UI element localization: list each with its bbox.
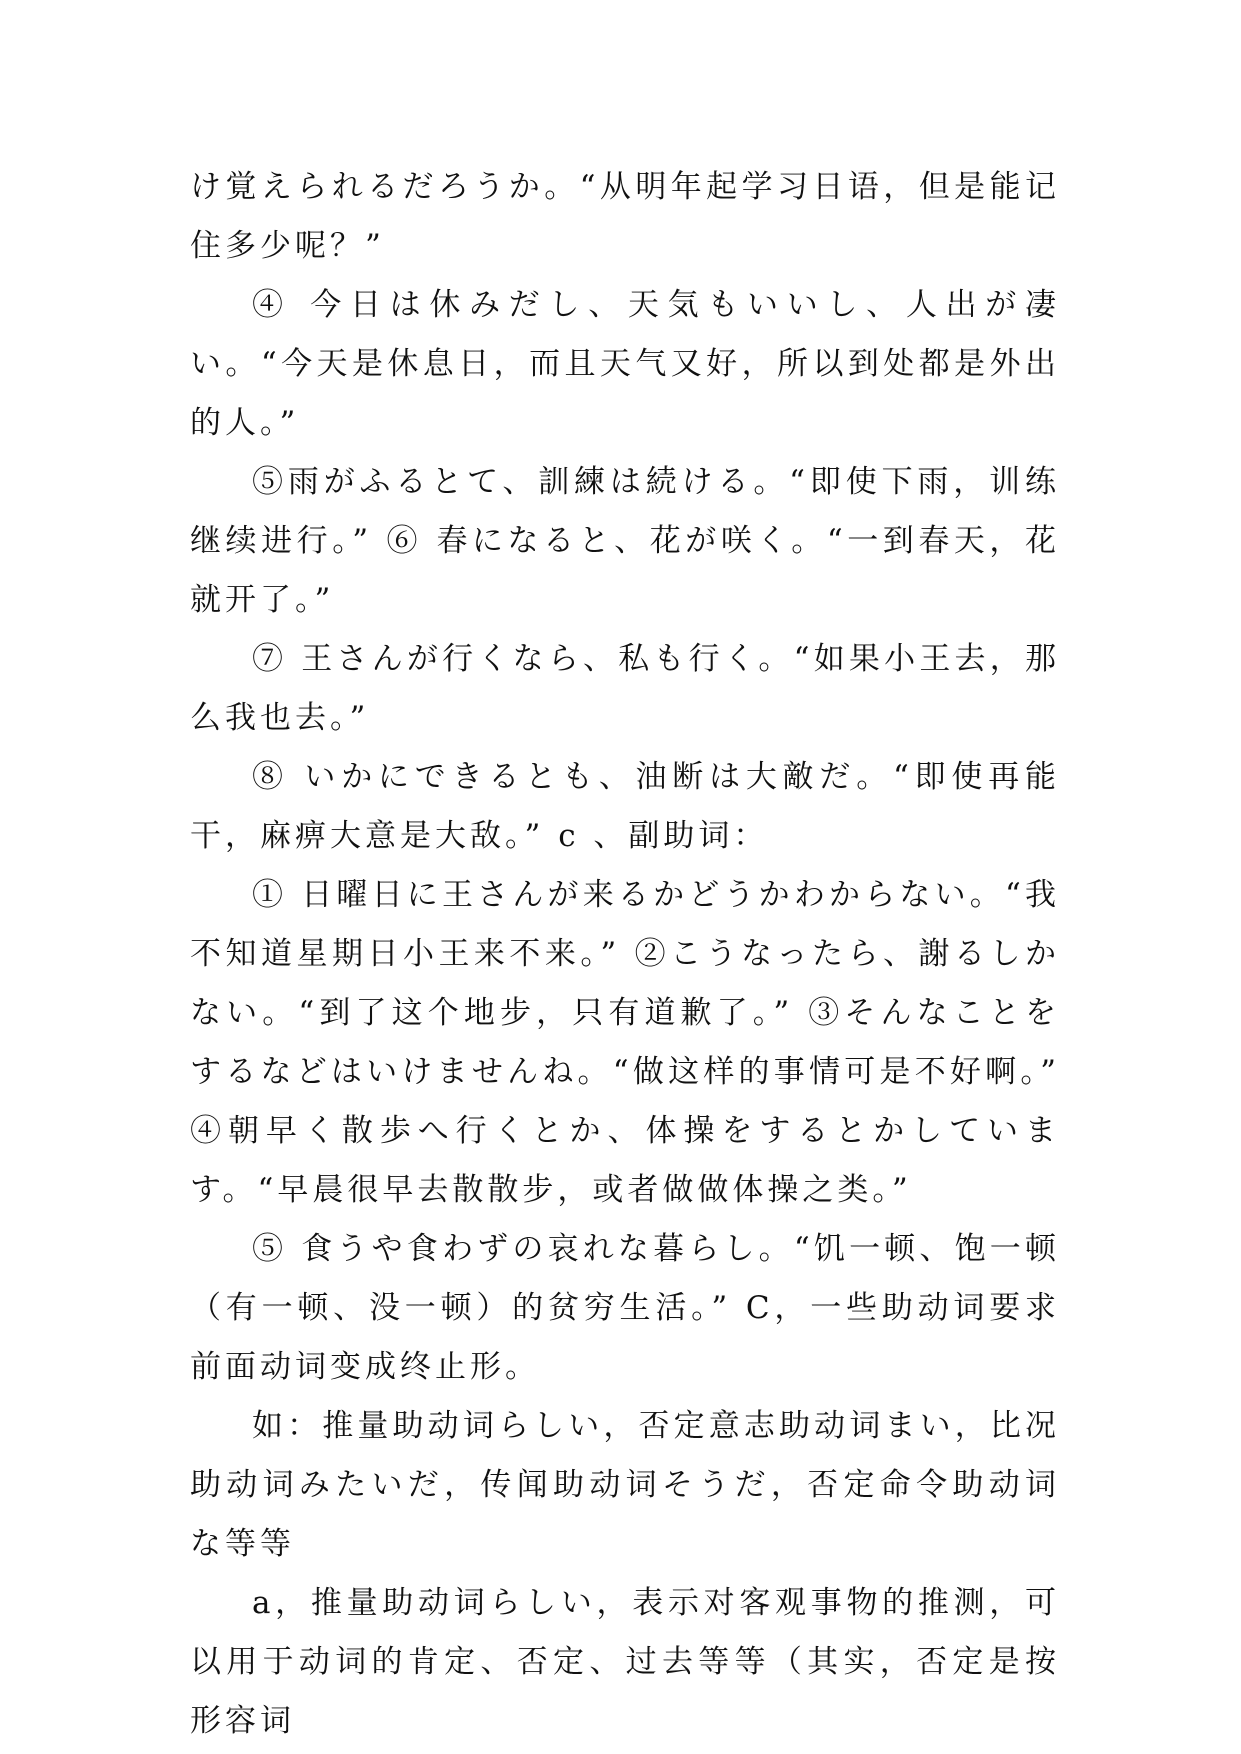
paragraph: ⑤雨がふるとて、訓練は続ける。“即使下雨，训练继续进行。” ⑥ 春になると、花が咲く。“一到春天，花就开了。” [190,464,1060,618]
document-body [190,158,1060,1751]
paragraph: ① 日曜日に王さんが来るかどうかわからない。“我不知道星期日小王来不来。” ②こうなったら、謝るしかない。“到了这个地步，只有道歉了。” ③そんなことをするなどはいけませんね。“做这样的事情可是不好啊。” ④朝早く散歩へ行くとか、体操をするとかしています。“早晨很早去散散步，或者做做体操之类。” [190,877,1060,1208]
paragraph: け覚えられるだろうか。“从明年起学习日语，但是能记住多少呢？” [190,169,1060,264]
paragraph: ④ 今日は休みだし、天気もいいし、人出が凄い。“今天是休息日，而且天气又好，所以到处都是外出的人。” [190,287,1060,441]
paragraph: a，推量助动词らしい，表示对客观事物的推测，可以用于动词的肯定、否定、过去等等（其实，否定是按形容词 [190,1585,1060,1739]
paragraph: 如：推量助动词らしい，否定意志助动词まい，比况助动词みたいだ，传闻助动词そうだ，否定命令助动词な等等 [190,1408,1060,1562]
paragraph: ⑧ いかにできるとも、油断は大敵だ。“即使再能干，麻痹大意是大敌。” c 、副助词： [190,759,1060,854]
paragraph: ⑤ 食うや食わずの哀れな暮らし。“饥一顿、饱一顿（有一顿、没一顿）的贫穷生活。” C，一些助动词要求前面动词变成终止形。 [190,1231,1060,1385]
paragraph: ⑦ 王さんが行くなら、私も行く。“如果小王去，那么我也去。” [190,641,1060,736]
